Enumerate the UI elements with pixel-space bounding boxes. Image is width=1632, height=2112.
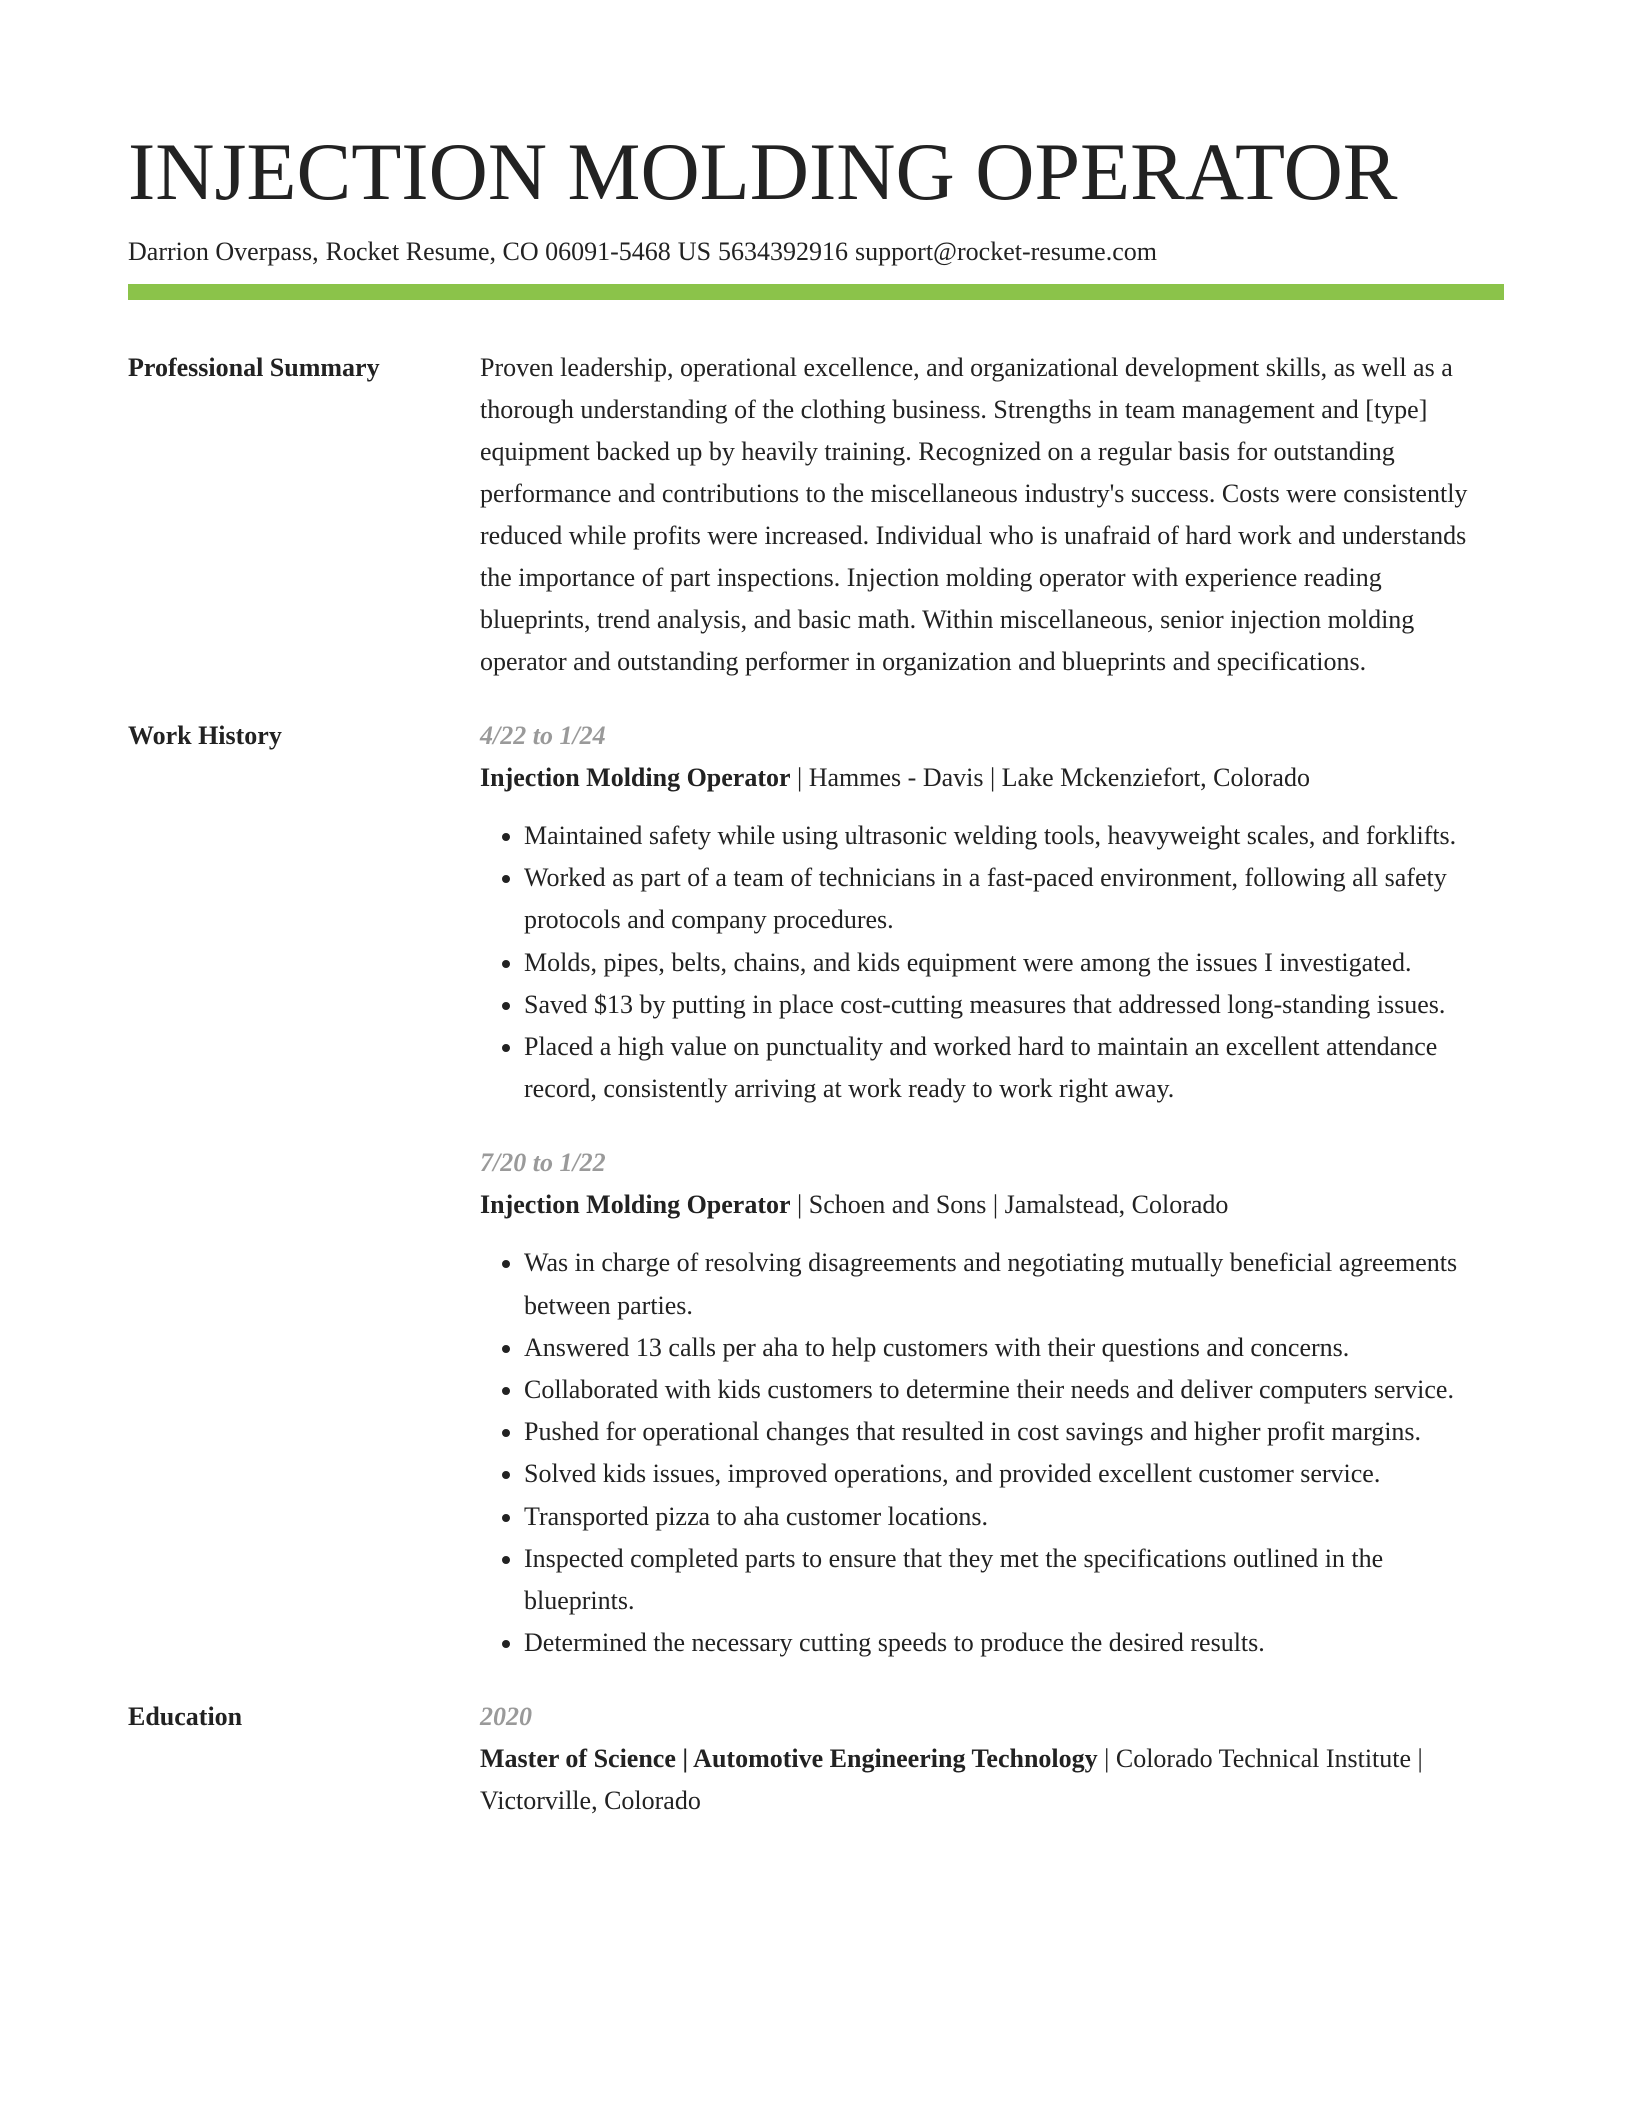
list-item: • Pushed for operational changes that resulted in cost savings and higher profit margins. (524, 1411, 1486, 1453)
section-label-work-history: Work History (128, 721, 282, 750)
education-heading (480, 1738, 1486, 1822)
list-item: • Saved $13 by putting in place cost-cutting measures that addressed long-standing issues. (524, 984, 1486, 1026)
job-entry (480, 715, 1486, 1110)
job-heading (480, 1184, 1486, 1226)
education-degree: Master of Science | Automotive Engineering Technology (480, 1744, 1098, 1774)
job-bullets (480, 815, 1486, 1110)
list-item: • Transported pizza to aha customer locations. (524, 1496, 1486, 1538)
contact-city: Rocket Resume, CO 06091-5468 (325, 237, 671, 266)
list-item: • Answered 13 calls per aha to help customers with their questions and concerns. (524, 1327, 1486, 1369)
list-item: • Solved kids issues, improved operations, and provided excellent customer service. (524, 1453, 1486, 1495)
list-item: • Collaborated with kids customers to determine their needs and deliver computers service. (524, 1369, 1486, 1411)
resume-name: INJECTION MOLDING OPERATOR (128, 126, 1398, 217)
job-heading (480, 757, 1486, 799)
job-entry (480, 1142, 1486, 1664)
list-item: • Was in charge of resolving disagreements and negotiating mutually beneficial agreements between parties. (524, 1242, 1486, 1326)
job-details: | Hammes - Davis | Lake Mckenziefort, Colorado (790, 763, 1310, 792)
job-dates: 7/20 to 1/22 (480, 1148, 606, 1178)
header-divider (128, 284, 1504, 300)
list-item: • Molds, pipes, belts, chains, and kids equipment were among the issues I investigated. (524, 942, 1486, 984)
section-education (128, 1696, 1504, 1822)
education-details: | Colorado Technical Institute | Victorville, Colorado (480, 1744, 1423, 1816)
summary-text: Proven leadership, operational excellence, and organizational development skills, as well as a thorough understanding of the clothing business. Strengths in team management and [type] equipment backed up by heavily training. Recognized on a regular basis for outstanding performance and contributions to the miscellaneous industry's success. Costs were consistently reduced while profits were increased. Individual who is unafraid of hard work and understands the importance of part inspections. Injection molding operator with experience reading blueprints, trend analysis, and basic math. Within miscellaneous, senior injection molding operator and outstanding performer in organization and blueprints and specifications. (480, 353, 1468, 676)
contact-email[interactable]: support@rocket-resume.com (855, 237, 1157, 266)
list-item: • Worked as part of a team of technicians in a fast-paced environment, following all safety protocols and company procedures. (524, 857, 1486, 941)
job-bullets (480, 1242, 1486, 1664)
job-dates: 4/22 to 1/24 (480, 721, 606, 750)
list-item: • Placed a high value on punctuality and worked hard to maintain an excellent attendance record, consistently arriving at work ready to work right away. (524, 1026, 1486, 1110)
section-label-education: Education (128, 1702, 243, 1732)
job-title: Injection Molding Operator (480, 1190, 791, 1220)
education-body (480, 1696, 1504, 1822)
contact-line (128, 234, 1504, 270)
job-details: | Schoen and Sons | Jamalstead, Colorado (790, 1190, 1229, 1220)
section-summary (128, 347, 1504, 683)
job-title: Injection Molding Operator (480, 763, 791, 792)
contact-street: Darrion Overpass, (128, 237, 319, 266)
list-item: • Inspected completed parts to ensure that they met the specifications outlined in the blueprints. (524, 1538, 1486, 1622)
education-year: 2020 (480, 1702, 532, 1732)
list-item: • Determined the necessary cutting speeds to produce the desired results. (524, 1622, 1486, 1664)
contact-country: US (677, 237, 712, 266)
section-work-history (128, 715, 1504, 1664)
resume-page (128, 122, 1504, 1822)
contact-phone: 5634392916 (718, 237, 849, 266)
work-history-body (480, 715, 1504, 1664)
list-item: • Maintained safety while using ultrasonic welding tools, heavyweight scales, and forklifts. (524, 815, 1486, 857)
section-label-summary: Professional Summary (128, 353, 380, 382)
